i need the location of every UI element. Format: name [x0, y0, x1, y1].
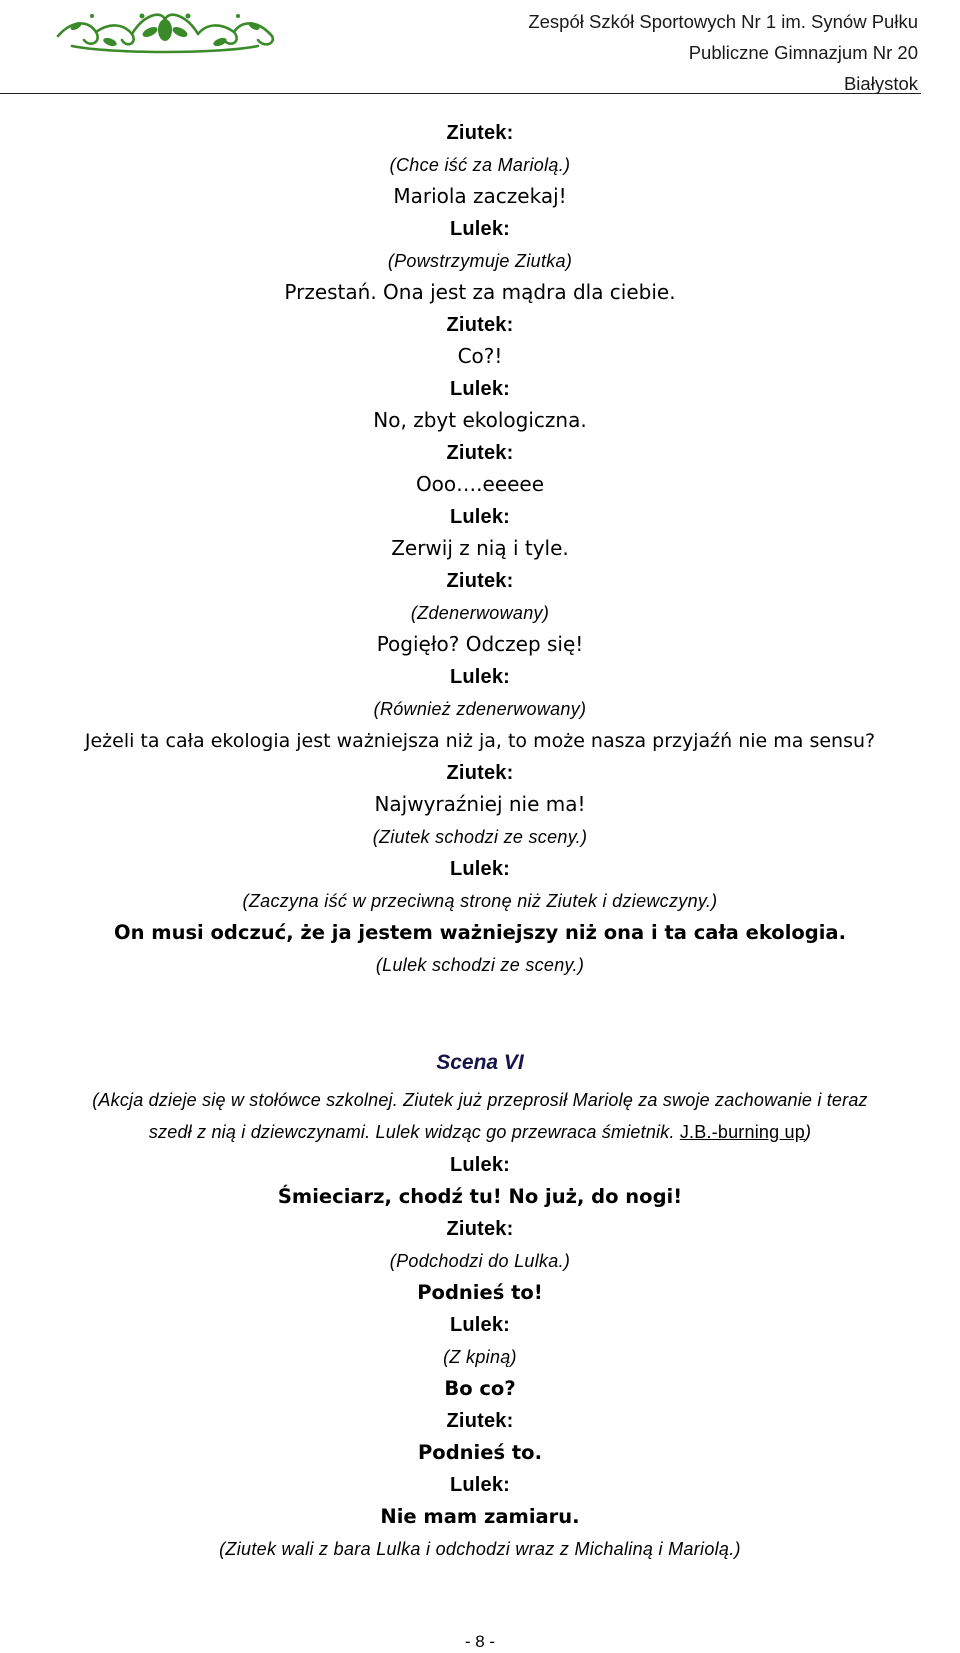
stage-direction: (Lulek schodzi ze sceny.): [375, 955, 585, 975]
dialogue-block: [0, 116, 960, 980]
speaker-name: Lulek:: [449, 506, 511, 528]
stage-direction: (Podchodzi do Lulka.): [389, 1251, 571, 1271]
page-number: - 8 -: [464, 1632, 496, 1651]
speech-line: Najwyraźniej nie ma!: [374, 792, 586, 816]
speaker-name: Lulek:: [449, 378, 511, 400]
speaker-name: Ziutek:: [446, 1410, 514, 1432]
scene-description-line: [0, 1116, 960, 1148]
speaker-name: Ziutek:: [446, 314, 514, 336]
stage-direction: (Zdenerwowany): [410, 603, 550, 623]
scene-description-close: ): [804, 1122, 812, 1142]
speech-line: Przestań. Ona jest za mądra dla ciebie.: [284, 280, 676, 304]
scene-description-text: szedł z nią i dziewczynami. Lulek widząc go przewraca śmietnik.: [148, 1122, 675, 1142]
speech-line: Ooo….eeeee: [415, 472, 545, 496]
stage-direction: (Ziutek wali z bara Lulka i odchodzi wraz z Michaliną i Mariolą.): [219, 1539, 741, 1559]
speech-line: Zerwij z nią i tyle.: [391, 536, 569, 560]
speech-line: Bo co?: [444, 1377, 516, 1400]
speaker-name: Ziutek:: [446, 762, 514, 784]
speaker-name: Lulek:: [449, 1314, 511, 1336]
speaker-name: Lulek:: [449, 218, 511, 240]
song-link[interactable]: J.B.-burning up: [679, 1122, 805, 1142]
dialogue-block-2: [0, 1148, 960, 1564]
speech-line: On musi odczuć, że ja jestem ważniejszy niż ona i ta cała ekologia.: [114, 921, 846, 944]
scene-title: Scena VI: [436, 1051, 524, 1074]
speech-line: Śmieciarz, chodź tu! No już, do nogi!: [277, 1185, 683, 1208]
speech-line: Podnieś to.: [418, 1441, 542, 1464]
header-divider: [0, 93, 921, 94]
scene-description: [0, 1084, 960, 1148]
stage-direction: (Powstrzymuje Ziutka): [387, 251, 573, 271]
speaker-name: Ziutek:: [446, 570, 514, 592]
stage-direction: (Chce iść za Mariolą.): [389, 155, 571, 175]
speaker-name: Ziutek:: [446, 122, 514, 144]
stage-direction: (Ziutek schodzi ze sceny.): [372, 827, 588, 847]
speech-line: Podnieś to!: [417, 1281, 543, 1304]
page-header: [0, 0, 960, 100]
school-type: Publiczne Gimnazjum Nr 20: [688, 42, 918, 63]
speech-line: Mariola zaczekaj!: [393, 184, 567, 208]
stage-direction: (Zaczyna iść w przeciwną stronę niż Ziutek i dziewczyny.): [242, 891, 718, 911]
speaker-name: Lulek:: [449, 1154, 511, 1176]
speech-line: Pogięło? Odczep się!: [376, 632, 584, 656]
speaker-name: Lulek:: [449, 858, 511, 880]
speech-line: Nie mam zamiaru.: [380, 1505, 580, 1528]
speaker-name: Ziutek:: [446, 1218, 514, 1240]
floral-ornament-icon: [52, 2, 278, 58]
speaker-name: Lulek:: [449, 666, 511, 688]
school-info: [358, 6, 918, 99]
speech-line: No, zbyt ekologiczna.: [373, 408, 587, 432]
speaker-name: Ziutek:: [446, 442, 514, 464]
stage-direction: (Z kpiną): [443, 1347, 517, 1367]
school-name: Zespół Szkół Sportowych Nr 1 im. Synów Pułku: [528, 11, 918, 32]
stage-direction: (Również zdenerwowany): [373, 699, 587, 719]
speech-line: Jeżeli ta cała ekologia jest ważniejsza niż ja, to może nasza przyjaźń nie ma sensu?: [84, 730, 876, 752]
school-city: Białystok: [843, 73, 918, 94]
speech-line: Co?!: [457, 344, 503, 368]
speaker-name: Lulek:: [449, 1474, 511, 1496]
scene-description-line: (Akcja dzieje się w stołówce szkolnej. Ziutek już przeprosił Mariolę za swoje zachowanie i teraz: [92, 1090, 868, 1110]
